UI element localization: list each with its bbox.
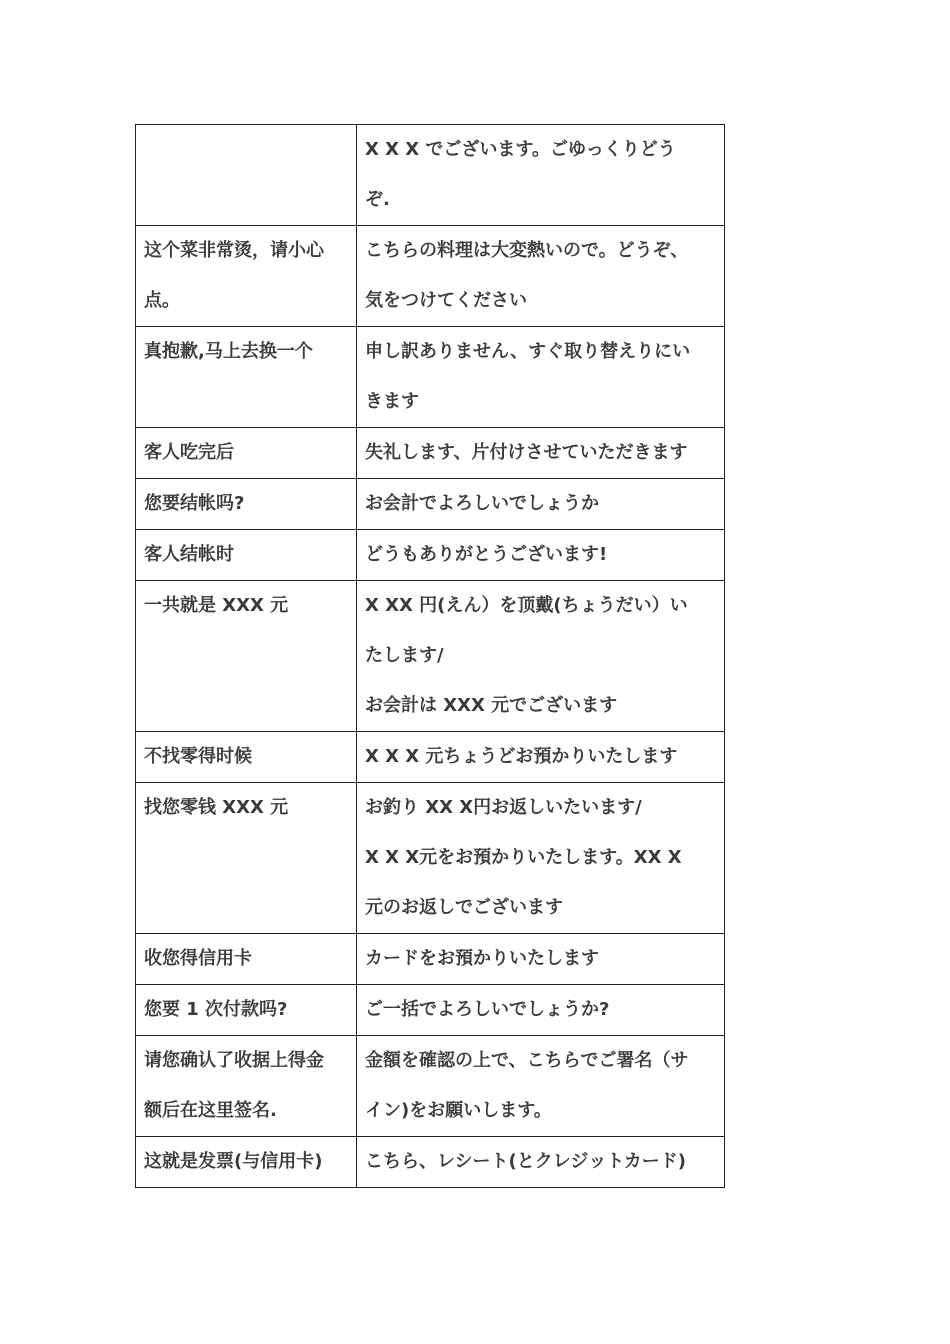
table-row	[136, 1036, 725, 1137]
table-row	[136, 732, 725, 783]
table-row	[136, 428, 725, 479]
chinese-phrase-cell	[136, 1036, 357, 1137]
japanese-phrase-cell	[357, 934, 725, 985]
phrase-line: 気をつけてください	[365, 290, 527, 311]
japanese-phrase-cell	[357, 783, 725, 934]
table-row	[136, 226, 725, 327]
table-row	[136, 783, 725, 934]
phrase-line: 您要结帐吗?	[144, 493, 245, 514]
japanese-phrase-cell	[357, 732, 725, 783]
chinese-phrase-cell	[136, 1137, 357, 1188]
japanese-phrase-cell	[357, 1036, 725, 1137]
phrase-line: 不找零得时候	[144, 746, 252, 767]
chinese-phrase-cell	[136, 530, 357, 581]
phrase-line: 您要 1 次付款吗?	[144, 999, 288, 1020]
phrase-line: 客人吃完后	[144, 442, 234, 463]
phrase-line: 元のお返しでございます	[365, 897, 563, 918]
phrase-line: 请您确认了收据上得金	[144, 1050, 324, 1071]
phrase-table-body	[136, 125, 725, 1188]
table-row	[136, 985, 725, 1036]
phrase-line: イン)をお願いします。	[365, 1100, 552, 1121]
japanese-phrase-cell	[357, 327, 725, 428]
table-row	[136, 327, 725, 428]
chinese-phrase-cell	[136, 934, 357, 985]
phrase-line: カードをお預かりいたします	[365, 948, 599, 969]
phrase-line: X X X 元ちょうどお預かりいたします	[365, 746, 678, 767]
chinese-phrase-cell	[136, 428, 357, 479]
phrase-line: どうもありがとうございます!	[365, 544, 608, 565]
japanese-phrase-cell	[357, 1137, 725, 1188]
table-row	[136, 581, 725, 732]
phrase-line: こちらの料理は大変熱いので。どうぞ、	[365, 240, 689, 261]
japanese-phrase-cell	[357, 479, 725, 530]
chinese-phrase-cell	[136, 732, 357, 783]
chinese-phrase-cell	[136, 327, 357, 428]
phrase-table	[135, 124, 725, 1188]
japanese-phrase-cell	[357, 428, 725, 479]
chinese-phrase-cell	[136, 783, 357, 934]
phrase-line: 收您得信用卡	[144, 948, 252, 969]
table-row	[136, 1137, 725, 1188]
japanese-phrase-cell	[357, 226, 725, 327]
phrase-line: 这个菜非常烫，请小心	[144, 240, 324, 261]
phrase-line: X XX 円(えん）を顶戴(ちょうだい）い	[365, 595, 688, 616]
phrase-line: こちら、レシート(とクレジットカード)	[365, 1151, 687, 1172]
table-row	[136, 530, 725, 581]
phrase-line: 申し訳ありません、すぐ取り替えりにい	[365, 341, 691, 362]
chinese-phrase-cell	[136, 226, 357, 327]
phrase-line: 失礼します、片付けさせていただきます	[365, 442, 688, 463]
phrase-line: きます	[365, 391, 419, 412]
phrase-line: 客人结帐时	[144, 544, 234, 565]
japanese-phrase-cell	[357, 985, 725, 1036]
table-row	[136, 479, 725, 530]
phrase-line: 一共就是 XXX 元	[144, 595, 289, 616]
table-row	[136, 125, 725, 226]
phrase-line: たします/	[365, 645, 444, 666]
table-row	[136, 934, 725, 985]
phrase-line: ぞ.	[365, 189, 390, 210]
phrase-line: ご一括でよろしいでしょうか?	[365, 999, 610, 1020]
japanese-phrase-cell	[357, 581, 725, 732]
chinese-phrase-cell	[136, 125, 357, 226]
chinese-phrase-cell	[136, 581, 357, 732]
phrase-line: 这就是发票(与信用卡)	[144, 1151, 323, 1172]
phrase-line: 金額を確認の上で、こちらでご署名（サ	[365, 1050, 689, 1071]
phrase-line: X X X でございます。ごゆっくりどう	[365, 139, 676, 160]
phrase-line: X X X元をお預かりいたします。XX X	[365, 847, 682, 868]
chinese-phrase-cell	[136, 479, 357, 530]
phrase-line: お釣り XX X円お返しいたいます/	[365, 797, 642, 818]
chinese-phrase-cell	[136, 985, 357, 1036]
phrase-line: 点。	[144, 290, 180, 311]
japanese-phrase-cell	[357, 125, 725, 226]
japanese-phrase-cell	[357, 530, 725, 581]
phrase-line: お会計は XXX 元でございます	[365, 695, 618, 716]
phrase-line: 额后在这里签名.	[144, 1100, 277, 1121]
phrase-line: 真抱歉,马上去换一个	[144, 341, 313, 362]
phrase-line: 找您零钱 XXX 元	[144, 797, 289, 818]
phrase-line: お会計でよろしいでしょうか	[365, 493, 599, 514]
